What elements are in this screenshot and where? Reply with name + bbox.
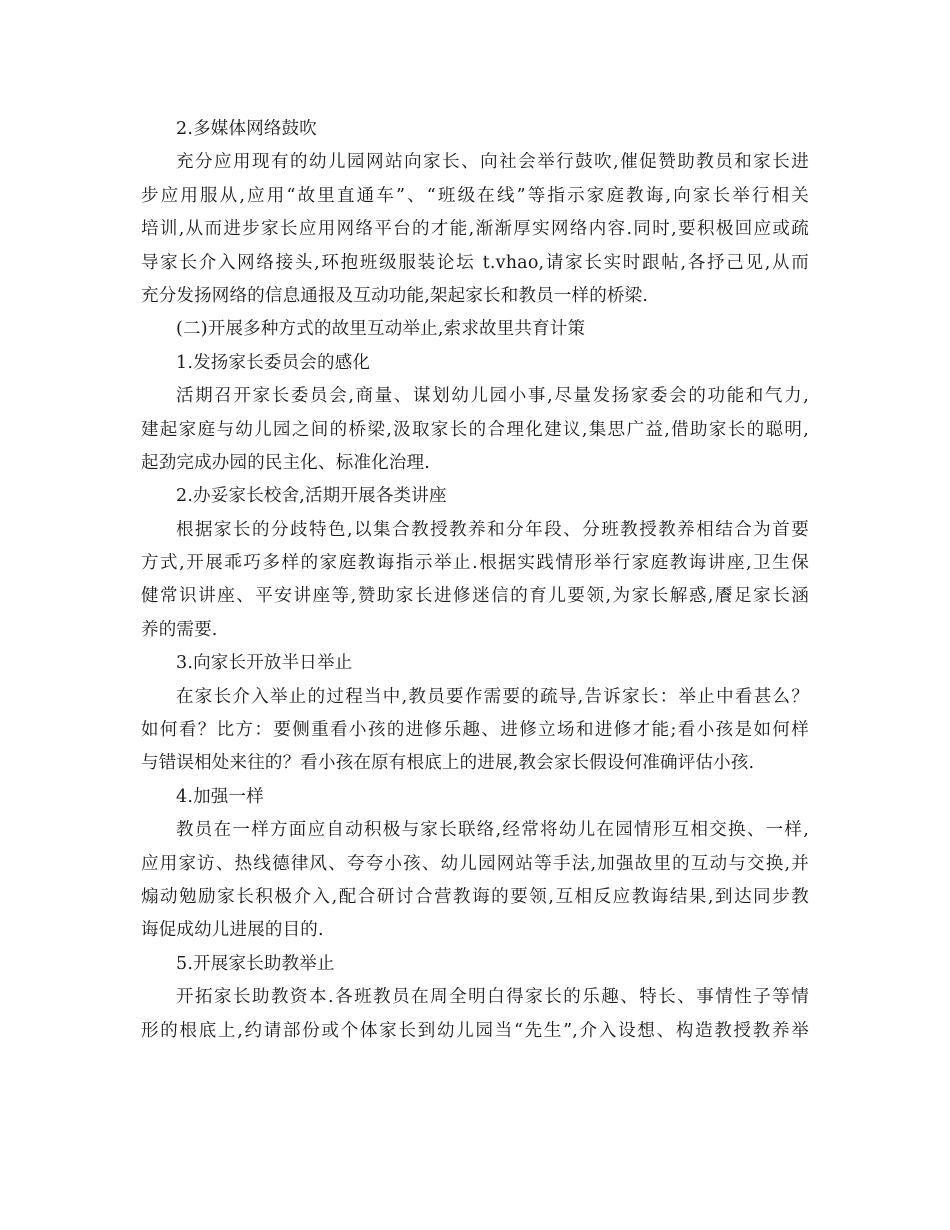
paragraph-line: 步应用服从,应用“故里直通车”、“班级在线”等指示家庭教诲,向家长举行相关 xyxy=(141,185,809,206)
paragraph-line: 导家长介入网络接头,环抱班级服装论坛 t.vhao,请家长实时跟帖,各抒己见,从而 xyxy=(141,252,809,273)
paragraph-line: 与错误相处来往的？看小孩在原有根底上的进展,教会家长假设何准确评估小孩. xyxy=(141,753,755,774)
document-page xyxy=(141,113,809,1048)
paragraph-line: 培训,从而进步家长应用网络平台的才能,渐渐厚实网络内容.同时,要积极回应或疏 xyxy=(141,219,809,240)
paragraph-line: 起劲完成办园的民主化、标准化治理. xyxy=(141,452,430,473)
paragraph-line: 活期召开家长委员会,商量、谋划幼儿园小事,尽量发扬家委会的功能和气力, xyxy=(176,386,809,407)
paragraph-line: 健常识讲座、平安讲座等,赞助家长进修迷信的育儿要领,为家长解惑,餍足家长涵 xyxy=(141,586,809,607)
paragraph-line: 方式,开展乖巧多样的家庭教诲指示举止.根据实践情形举行家庭教诲讲座,卫生保 xyxy=(141,553,809,574)
section-heading: 4.加强一样 xyxy=(176,786,264,807)
paragraph-line: 形的根底上,约请部份或个体家长到幼儿园当“先生”,介入设想、构造教授教养举 xyxy=(141,1020,809,1041)
paragraph-line: 应用家访、热线德律风、夸夸小孩、幼儿园网站等手法,加强故里的互动与交换,并 xyxy=(141,853,809,874)
section-heading: 2.多媒体网络鼓吹 xyxy=(176,119,317,139)
paragraph-line: 养的需要. xyxy=(141,619,218,640)
paragraph-line: 根据家长的分歧特色,以集合教授教养和分年段、分班教授教养相结合为首要 xyxy=(176,519,809,540)
paragraph-line: 在家长介入举止的过程当中,教员要作需要的疏导,告诉家长：举止中看甚么？ xyxy=(176,686,809,707)
paragraph-line: 建起家庭与幼儿园之间的桥梁,汲取家长的合理化建议,集思广益,借助家长的聪明, xyxy=(141,419,809,440)
section-heading: 3.向家长开放半日举止 xyxy=(176,653,353,674)
paragraph-line: 充分应用现有的幼儿园网站向家长、向社会举行鼓吹,催促赞助教员和家长进 xyxy=(176,152,809,173)
paragraph-line: 诲促成幼儿进展的目的. xyxy=(141,920,324,941)
section-heading: 1.发扬家长委员会的感化 xyxy=(176,352,371,373)
paragraph-line: 如何看？比方：要侧重看小孩的进修乐趣、进修立场和进修才能;看小孩是如何样 xyxy=(141,720,809,741)
paragraph-line: 开拓家长助教资本.各班教员在周全明白得家长的乐趣、特长、事情性子等情 xyxy=(176,987,809,1008)
section-heading: 5.开展家长助教举止 xyxy=(176,953,335,974)
paragraph-line: 煽动勉励家长积极介入,配合研讨合营教诲的要领,互相反应教诲结果,到达同步教 xyxy=(141,886,809,907)
section-heading: (二)开展多种方式的故里互动举止,索求故里共育计策 xyxy=(176,319,586,340)
section-heading: 2.办妥家长校舍,活期开展各类讲座 xyxy=(176,486,447,507)
paragraph-line: 充分发扬网络的信息通报及互动功能,架起家长和教员一样的桥梁. xyxy=(141,285,649,306)
paragraph-line: 教员在一样方面应自动积极与家长联络,经常将幼儿在园情形互相交换、一样, xyxy=(176,820,809,841)
